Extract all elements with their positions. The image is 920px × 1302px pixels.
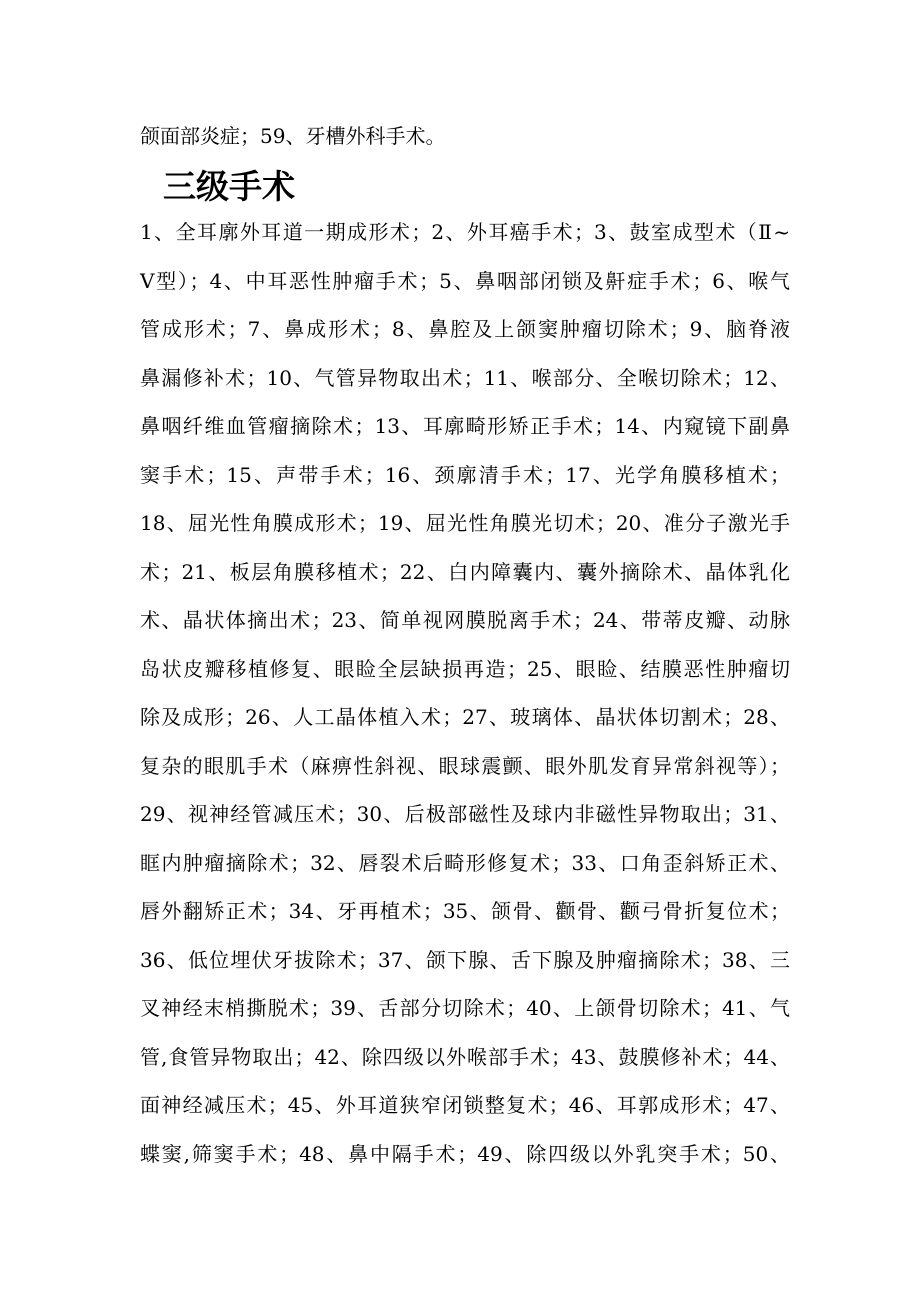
paragraph-line: Ⅴ型）；4、中耳恶性肿瘤手术；5、鼻咽部闭锁及鼾症手术；6、喉气 [140, 268, 790, 293]
paragraph-line: 面神经减压术；45、外耳道狭窄闭锁整复术；46、耳郭成形术；47、 [140, 1093, 790, 1117]
paragraph-line: 唇外翻矫正术；34、牙再植术；35、颌骨、颧骨、颧弓骨折复位术； [140, 899, 790, 923]
paragraph-line: 叉神经末梢撕脱术；39、舌部分切除术；40、上颌骨切除术；41、气 [140, 996, 790, 1020]
paragraph-line: 窦手术；15、声带手术；16、颈廓清手术；17、光学角膜移植术； [140, 462, 790, 487]
paragraph-line: 眶内肿瘤摘除术；32、唇裂术后畸形修复术；33、口角歪斜矫正术、 [140, 850, 790, 875]
paragraph-line: 岛状皮瓣移植修复、眼睑全层缺损再造；25、眼睑、结膜恶性肿瘤切 [140, 656, 790, 681]
paragraph-line: 鼻漏修补术；10、气管异物取出术；11、喉部分、全喉切除术；12、 [140, 365, 790, 390]
paragraph-line: 复杂的眼肌手术（麻痹性斜视、眼球震颤、眼外肌发育异常斜视等）； [140, 753, 790, 778]
paragraph-line: 术；21、板层角膜移植术；22、白内障囊内、囊外摘除术、晶体乳化 [140, 559, 790, 584]
lead-text-line: 颌面部炎症；59、牙槽外科手术。 [140, 124, 446, 148]
paragraph-line: 1、全耳廓外耳道一期成形术；2、外耳癌手术；3、鼓室成型术（Ⅱ~ [140, 220, 790, 244]
paragraph-line: 蝶窦,筛窦手术；48、鼻中隔手术；49、除四级以外乳突手术；50、 [140, 1141, 790, 1166]
paragraph-line: 18、屈光性角膜成形术；19、屈光性角膜光切术；20、准分子激光手 [140, 511, 790, 535]
paragraph-line: 鼻咽纤维血管瘤摘除术；13、耳廓畸形矫正手术；14、内窥镜下副鼻 [140, 414, 790, 438]
paragraph-line: 36、低位埋伏牙拔除术；37、颌下腺、舌下腺及肿瘤摘除术；38、三 [140, 947, 790, 972]
paragraph-line: 除及成形；26、人工晶体植入术；27、玻璃体、晶状体切割术；28、 [140, 705, 790, 729]
paragraph-line: 29、视神经管减压术；30、后极部磁性及球内非磁性异物取出；31、 [140, 802, 790, 826]
paragraph-line: 管成形术；7、鼻成形术；8、鼻腔及上颌窦肿瘤切除术；9、脑脊液 [140, 317, 790, 341]
paragraph-line: 术、晶状体摘出术；23、简单视网膜脱离手术；24、带蒂皮瓣、动脉 [140, 608, 790, 632]
paragraph-line: 管,食管异物取出；42、除四级以外喉部手术；43、鼓膜修补术；44、 [140, 1044, 790, 1069]
section-heading: 三级手术 [163, 167, 295, 206]
body-paragraph [140, 214, 790, 1184]
